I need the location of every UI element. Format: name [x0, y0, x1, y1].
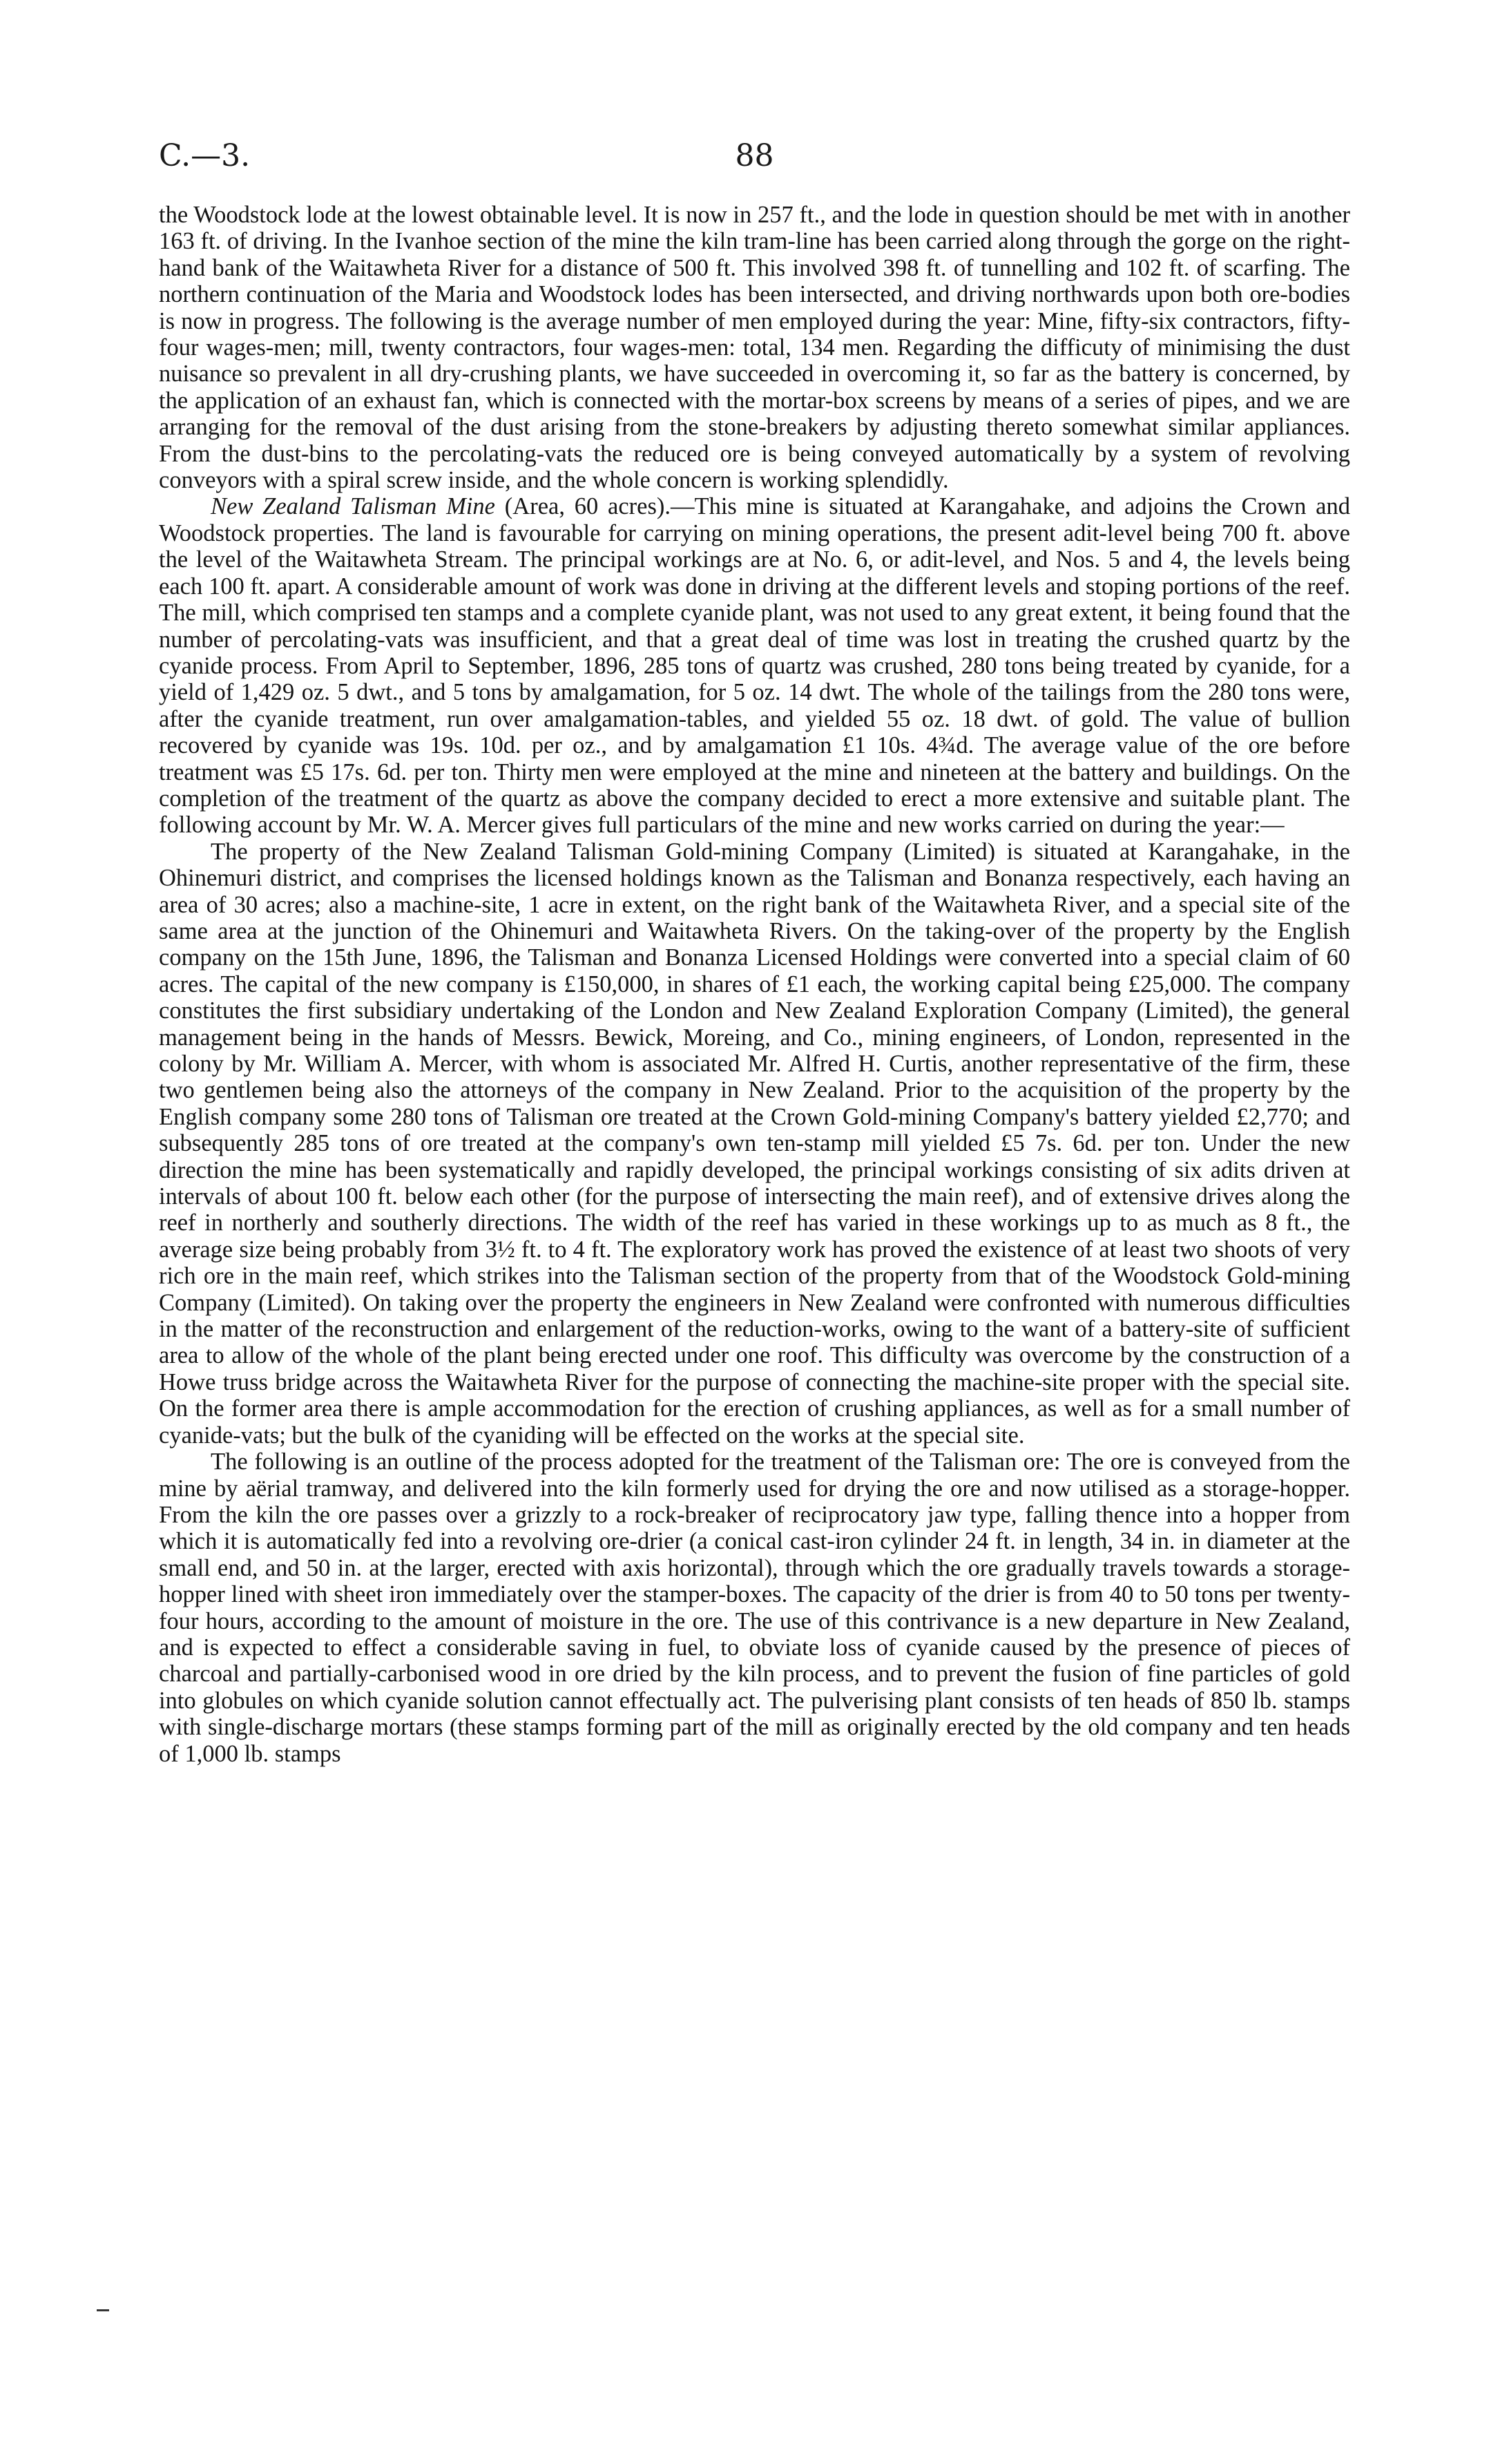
paragraph-text: The property of the New Zealand Talisman Gold-mining Company (Limited) is situated at Karangahake, in the Ohinemuri district, and comprises the licensed holdings known as the Talisman and Bonanza respectively, each having an area of 30 acres; also a machine-site, 1 acre in extent, on the right bank of the Waitawheta River, and a special site of the same area at the junction of the Ohinemuri and Waitawheta Rivers. On the taking-over of the property by the English company on the 15th June, 1896, the Talisman and Bonanza Licensed Holdings were converted into a special claim of 60 acres. The capital of the new company is £150,000, in shares of £1 each, the working capital being £25,000. The company constitutes the first subsidiary undertaking of the London and New Zealand Exploration Company (Limited), the general management being in the hands of Messrs. Bewick, Moreing, and Co., mining engineers, of London, represented in the colony by Mr. William A. Mercer, with whom is associated Mr. Alfred H. Curtis, another representative of the firm, these two gentlemen being also the attorneys of the company in New Zealand. Prior to the acquisition of the property by the English company some 280 tons of Talisman ore treated at the Crown Gold-mining Company's battery yielded £2,770; and subsequently 285 tons of ore treated at the company's own ten-stamp mill yielded £5 7s. 6d. per ton. Under the new direction the mine has been systematically and rapidly developed, the principal workings consisting of six adits driven at intervals of about 100 ft. below each other (for the purpose of intersecting the main reef), and of extensive drives along the reef in northerly and southerly directions. The width of the reef has varied in these workings up to as much as 8 ft., the average size being probably from 3½ ft. to 4 ft. The exploratory work has proved the existence of at least two shoots of very rich ore in the main reef, which strikes into the Talisman section of the property from that of the Woodstock Gold-mining Company (Limited). On taking over the property the engineers in New Zealand were confronted with numerous difficulties in the matter of the reconstruction and enlargement of the reduction-works, owing to the want of a battery-site of sufficient area to allow of the whole of the plant being erected under one roof. This difficulty was overcome by the construction of a Howe truss bridge across the Waitawheta River for the purpose of connecting the machine-site proper with the special site. On the former area there is ample accommodation for the erection of crushing appliances, as well as for a small number of cyanide-vats; but the bulk of the cyaniding will be effected on the works at the special site. — [159, 838, 1350, 1449]
paragraph-talisman-mine — [159, 493, 1350, 838]
paragraph-treatment-process — [159, 1449, 1350, 1767]
paragraph-woodstock-continuation — [159, 202, 1350, 493]
margin-mark — [97, 2309, 109, 2311]
page-number: 88 — [735, 138, 774, 173]
paragraph-company-property — [159, 839, 1350, 1449]
section-identifier: C.—3. — [159, 138, 251, 173]
page-header — [159, 138, 1350, 180]
mine-heading: New Zealand Talisman Mine — [211, 493, 495, 520]
paragraph-text: (Area, 60 acres).—This mine is situated at Karangahake, and adjoins the Crown and Woodstock properties. The land is favourable for carrying on mining operations, the present adit-level being 700 ft. above the level of the Waitawheta Stream. The principal workings are at No. 6, or adit-level, and Nos. 5 and 4, the levels being each 100 ft. apart. A considerable amount of work was done in driving at the different levels and stoping portions of the reef. The mill, which comprised ten stamps and a complete cyanide plant, was not used to any great extent, it being found that the number of percolating-vats was insufficient, and that a great deal of time was lost in treating the crushed quartz by the cyanide process. From April to September, 1896, 285 tons of quartz was crushed, 280 tons being treated by cyanide, for a yield of 1,429 oz. 5 dwt., and 5 tons by amalgamation, for 5 oz. 14 dwt. The whole of the tailings from the 280 tons were, after the cyanide treatment, run over amalgamation-tables, and yielded 55 oz. 18 dwt. of gold. The value of bullion recovered by cyanide was 19s. 10d. per oz., and by amalgamation £1 10s. 4¾d. The average value of the ore before treatment was £5 17s. 6d. per ton. Thirty men were employed at the mine and nineteen at the battery and buildings. On the completion of the treatment of the quartz as above the company decided to erect a more extensive and suitable plant. The following account by Mr. W. A. Mercer gives full particulars of the mine and new works carried on during the year:— — [159, 493, 1350, 839]
body-text — [159, 202, 1350, 1767]
paragraph-text: The following is an outline of the process adopted for the treatment of the Talisman ore: The ore is conveyed from the mine by aërial tramway, and delivered into the kiln formerly used for drying the ore and now utilised as a storage-hopper. From the kiln the ore passes over a grizzly to a rock-breaker of reciprocatory jaw type, falling thence into a hopper from which it is automatically fed into a revolving ore-drier (a conical cast-iron cylinder 24 ft. in length, 34 in. in diameter at the small end, and 50 in. at the larger, erected with axis horizontal), through which the ore gradually travels towards a storage-hopper lined with sheet iron immediately over the stamper-boxes. The capacity of the drier is from 40 to 50 tons per twenty-four hours, according to the amount of moisture in the ore. The use of this contrivance is a new departure in New Zealand, and is expected to effect a considerable saving in fuel, to obviate loss of cyanide caused by the presence of pieces of charcoal and partially-carbonised wood in ore dried by the kiln process, and to prevent the fusion of fine particles of gold into globules on which cyanide solution cannot effectually act. The pulverising plant consists of ten heads of 850 lb. stamps with single-discharge mortars (these stamps forming part of the mill as originally erected by the old company and ten heads of 1,000 lb. stamps — [159, 1449, 1350, 1767]
paragraph-text: the Woodstock lode at the lowest obtainable level. It is now in 257 ft., and the lode in question should be met with in another 163 ft. of driving. In the Ivanhoe section of the mine the kiln tram-line has been carried along through the gorge on the right-hand bank of the Waitawheta River for a distance of 500 ft. This involved 398 ft. of tunnelling and 102 ft. of scarfing. The northern continuation of the Maria and Woodstock lodes has been intersected, and driving northwards upon both ore-bodies is now in progress. The following is the average number of men employed during the year: Mine, fifty-six contractors, fifty-four wages-men; mill, twenty contractors, four wages-men: total, 134 men. Regarding the difficuty of minimising the dust nuisance so prevalent in all dry-crushing plants, we have succeeded in overcoming it, so far as the battery is concerned, by the application of an exhaust fan, which is connected with the mortar-box screens by means of a series of pipes, and we are arranging for the removal of the dust arising from the stone-breakers by adjusting thereto somewhat similar appliances. From the dust-bins to the percolating-vats the reduced ore is being conveyed automatically by a system of revolving conveyors with a spiral screw inside, and the whole concern is working splendidly. — [159, 202, 1350, 494]
